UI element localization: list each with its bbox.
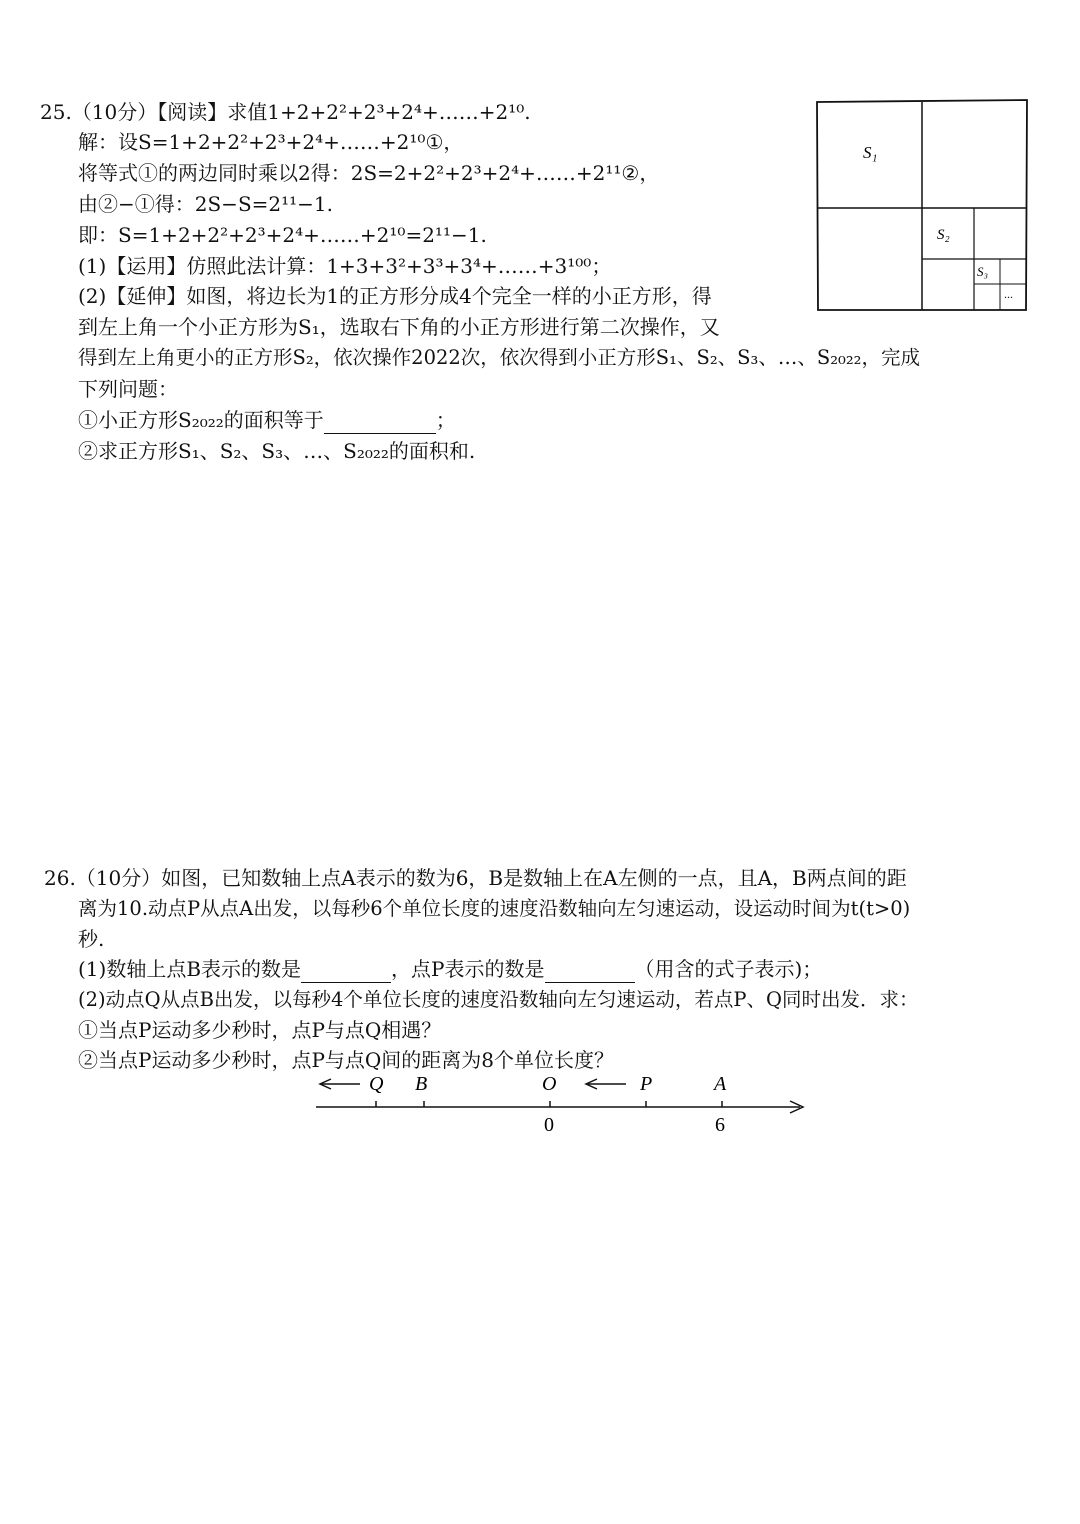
nested-squares-figure [815, 98, 1030, 313]
tick-label-0: 0 [544, 1114, 554, 1136]
q25-part2-q1-end: ； [435, 408, 456, 432]
q26-line-4 [78, 955, 822, 983]
answer-blank [324, 413, 436, 434]
q25-line-1: 25.（10分）【阅读】求值1+2+2²+2³+2⁴+……+2¹⁰. [40, 100, 531, 124]
answer-blank-b [301, 962, 391, 983]
q26-line-7: ②当点P运动多少秒时，点P与点Q间的距离为8个单位长度？ [78, 1048, 615, 1072]
answer-blank-p [545, 962, 635, 983]
q26-line-2: 离为10.动点P从点A出发，以每秒6个单位长度的速度沿数轴向左匀速运动，设运动时间为t(t>0) [78, 897, 911, 920]
label-s1: S₁ [863, 143, 878, 162]
q26-line-5: (2)动点Q从点B出发，以每秒4个单位长度的速度沿数轴向左匀速运动，若点P、Q同时出发．求： [78, 988, 919, 1011]
q25-line-8: 到左上角一个小正方形为S₁，选取右下角的小正方形进行第二次操作，又 [78, 315, 720, 339]
q25-part2-q1-text: ①小正方形S₂₀₂₂的面积等于 [78, 408, 324, 432]
label-b: B [415, 1073, 428, 1095]
label-s2: S₂ [937, 227, 950, 243]
q25-line-2: 解：设S=1+2+2²+2³+2⁴+……+2¹⁰①， [78, 130, 464, 154]
label-q: Q [369, 1073, 384, 1095]
q25-line-9: 得到左上角更小的正方形S₂，依次操作2022次，依次得到小正方形S₁、S₂、S₃、…、S₂₀₂₂，完成 [78, 346, 920, 369]
q25-line-12: ②求正方形S₁、S₂、S₃、…、S₂₀₂₂的面积和. [78, 439, 476, 463]
label-dots: ... [1004, 287, 1013, 301]
label-o: O [542, 1073, 557, 1095]
q26-line-6: ①当点P运动多少秒时，点P与点Q相遇？ [78, 1018, 442, 1042]
label-p: P [640, 1073, 653, 1095]
q26-part1-text-a: (1)数轴上点B表示的数是 [78, 957, 302, 981]
q26-line-3: 秒. [78, 927, 105, 951]
q25-line-3: 将等式①的两边同时乘以2得：2S=2+2²+2³+2⁴+……+2¹¹②， [78, 161, 660, 185]
label-a: A [714, 1073, 727, 1095]
q25-line-7: (2)【延伸】如图，将边长为1的正方形分成4个完全一样的小正方形，得 [78, 284, 712, 308]
q26-part1-text-c: （用含的式子表示)； [634, 957, 823, 981]
number-line-figure [300, 1060, 820, 1140]
q26-line-1: 26.（10分）如图，已知数轴上点A表示的数为6，B是数轴上在A左侧的一点，且A，B两点间的距 [44, 866, 907, 890]
q26-part1-text-b: ，点P表示的数是 [391, 957, 545, 981]
q25-line-6: (1)【运用】仿照此法计算：1+3+3²+3³+3⁴+……+3¹⁰⁰； [78, 254, 612, 278]
q25-line-11 [78, 406, 456, 434]
tick-label-6: 6 [715, 1114, 725, 1136]
q25-line-4: 由②−①得：2S−S=2¹¹−1. [78, 192, 333, 216]
q25-line-10: 下列问题： [78, 377, 178, 401]
q25-line-5: 即：S=1+2+2²+2³+2⁴+……+2¹⁰=2¹¹−1. [78, 223, 487, 247]
label-s3: S₃ [977, 264, 989, 279]
